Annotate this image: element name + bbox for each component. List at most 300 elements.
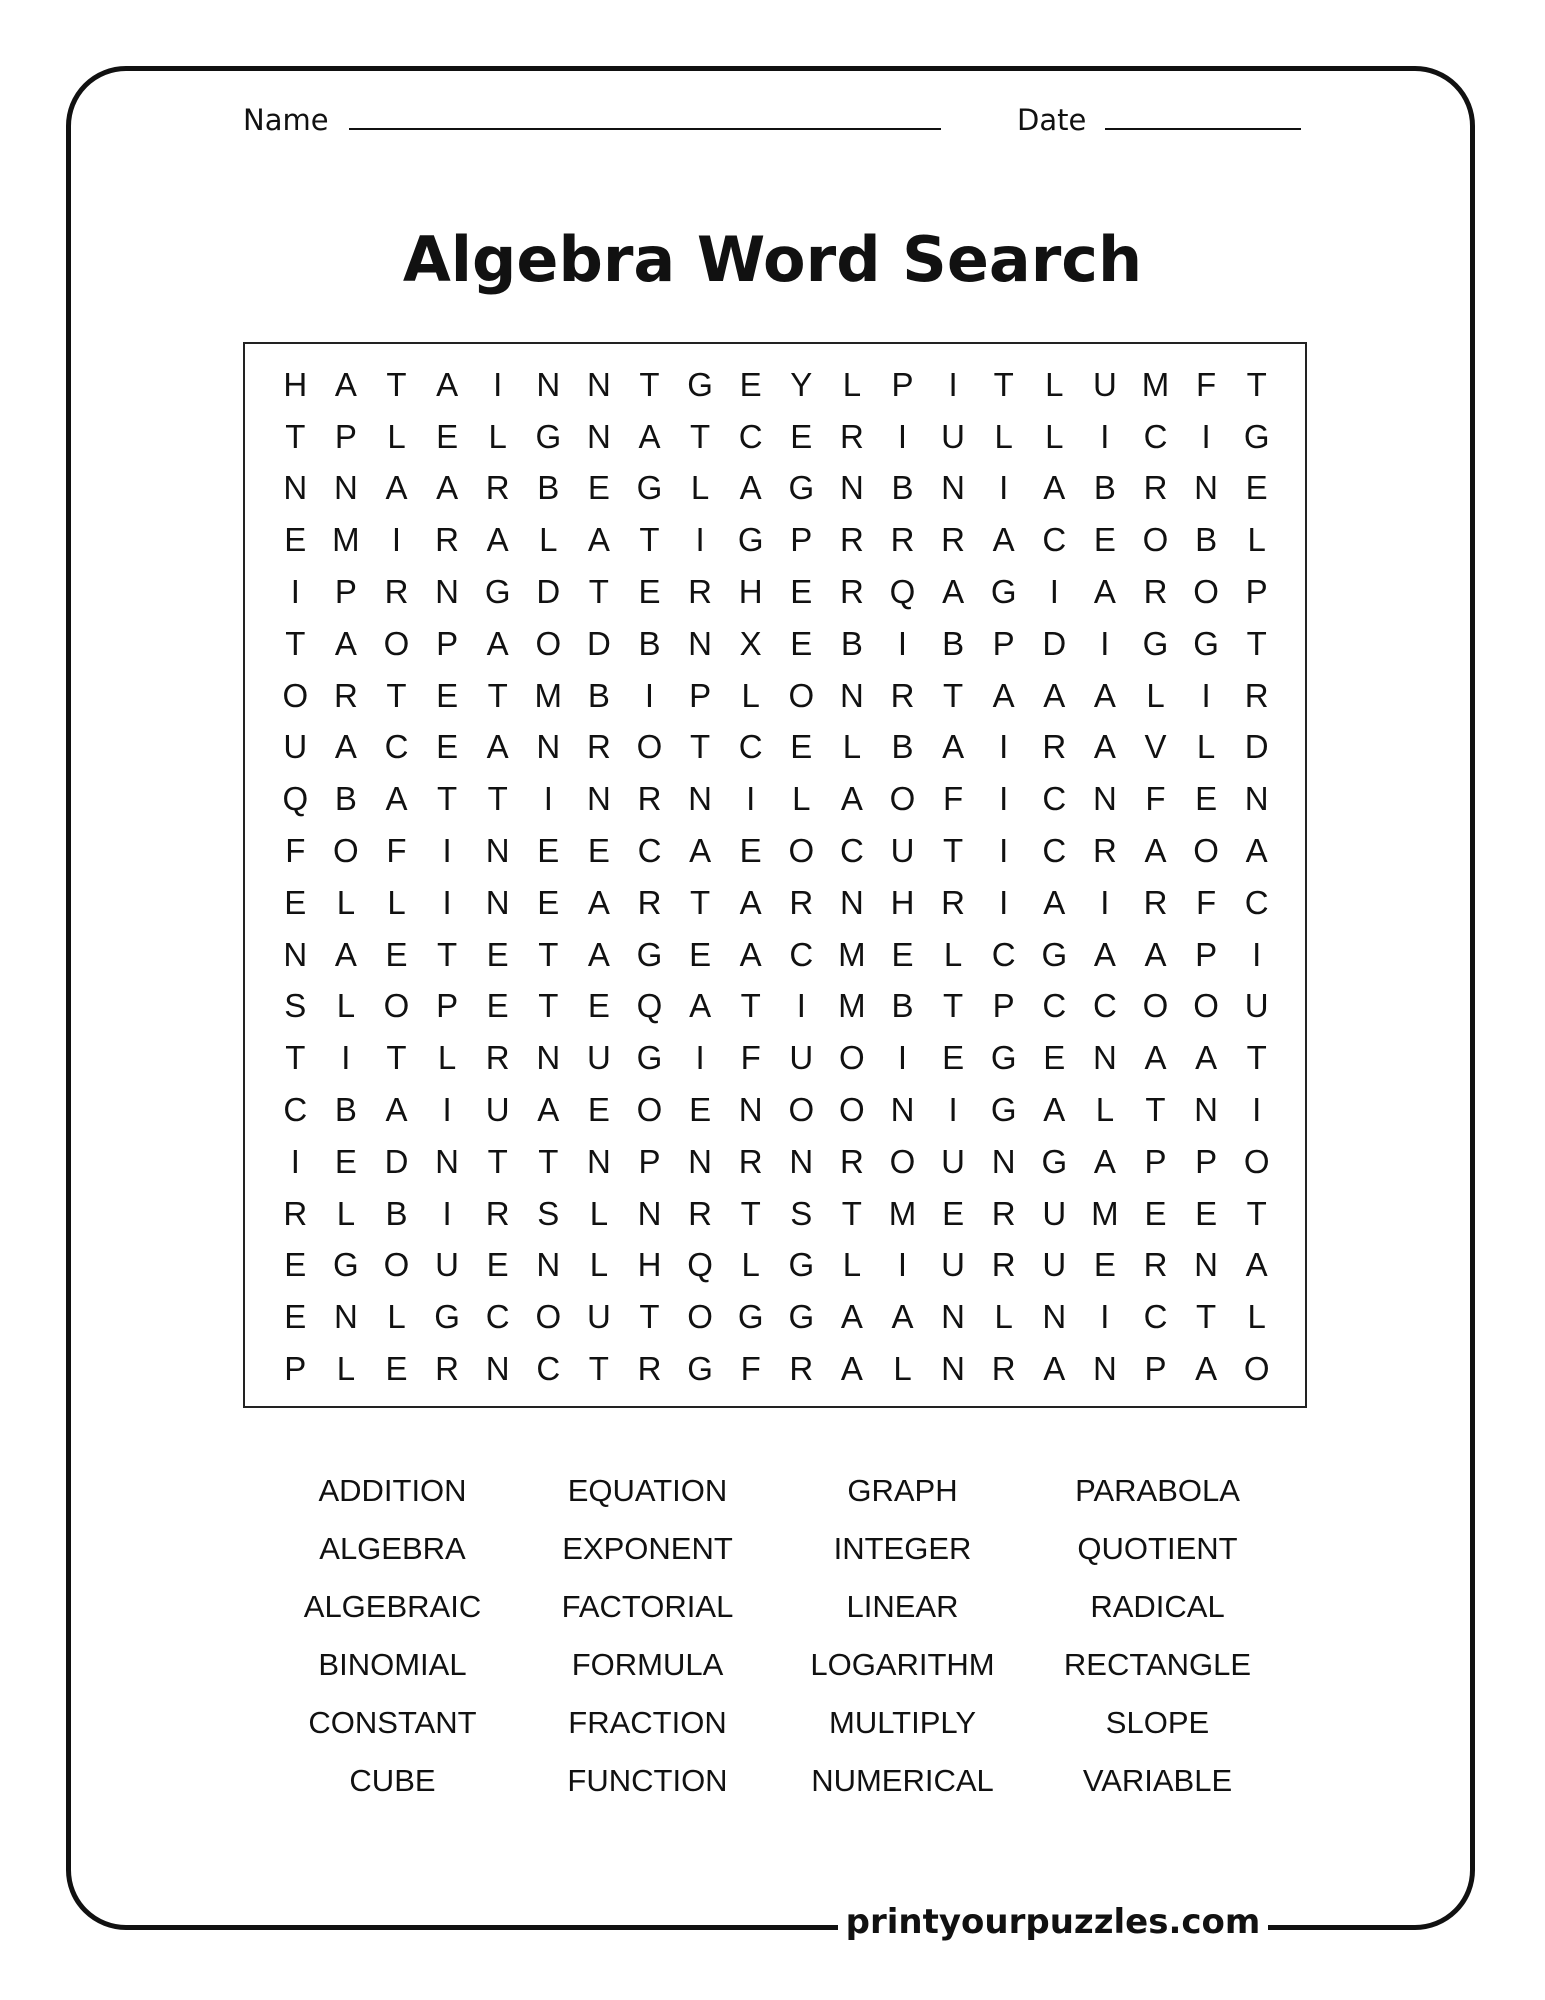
grid-letter[interactable]: N [536,728,561,766]
grid-letter[interactable]: E [284,883,307,921]
grid-letter[interactable]: A [334,935,357,973]
grid-letter[interactable]: L [741,676,760,714]
grid-letter[interactable]: I [999,469,1009,507]
grid-letter[interactable]: H [283,365,308,403]
grid-letter[interactable]: C [283,1091,308,1129]
grid-letter[interactable]: R [890,521,915,559]
grid-letter[interactable]: A [1093,1142,1116,1180]
grid-letter[interactable]: I [290,1142,300,1180]
grid-letter[interactable]: A [334,365,357,403]
grid-letter[interactable]: R [688,1194,713,1232]
grid-letter[interactable]: F [943,780,964,818]
grid-letter[interactable]: E [790,728,813,766]
grid-letter[interactable]: M [838,987,866,1025]
footer-website[interactable]: printyourpuzzles.com [845,1902,1261,1942]
grid-letter[interactable]: O [333,832,359,870]
grid-letter[interactable]: A [587,935,610,973]
grid-letter[interactable]: Q [687,1246,713,1284]
grid-letter[interactable]: T [1196,1298,1217,1336]
grid-letter[interactable]: U [941,1246,966,1284]
grid-letter[interactable]: G [788,1246,815,1284]
grid-letter[interactable]: T [943,832,964,870]
grid-letter[interactable]: U [586,1039,611,1077]
grid-letter[interactable]: S [284,987,307,1025]
grid-letter[interactable]: E [284,521,307,559]
grid-letter[interactable]: A [385,1091,408,1129]
grid-letter[interactable]: R [991,1350,1016,1388]
grid-letter[interactable]: C [536,1350,561,1388]
grid-letter[interactable]: C [1143,1298,1168,1336]
grid-letter[interactable]: R [991,1246,1016,1284]
grid-letter[interactable]: A [1144,1039,1167,1077]
grid-letter[interactable]: T [386,365,407,403]
grid-letter[interactable]: P [1195,935,1218,973]
grid-letter[interactable]: N [1194,1246,1219,1284]
grid-letter[interactable]: N [637,1194,662,1232]
grid-letter[interactable]: R [789,1350,814,1388]
grid-letter[interactable]: E [689,1091,712,1129]
grid-letter[interactable]: B [891,469,914,507]
grid-letter[interactable]: C [1042,780,1067,818]
date-field-line[interactable] [1105,128,1301,130]
grid-letter[interactable]: E [436,676,459,714]
grid-letter[interactable]: O [889,780,916,818]
grid-letter[interactable]: L [842,1246,862,1284]
grid-letter[interactable]: R [485,469,510,507]
grid-letter[interactable]: I [999,832,1009,870]
grid-letter[interactable]: G [1193,624,1219,662]
grid-letter[interactable]: T [740,1194,761,1232]
grid-letter[interactable]: E [1093,521,1116,559]
grid-letter[interactable]: N [1244,780,1269,818]
grid-letter[interactable]: I [543,780,553,818]
grid-letter[interactable]: T [740,987,761,1025]
grid-letter[interactable]: R [839,1142,864,1180]
grid-letter[interactable]: G [636,469,663,507]
grid-letter[interactable]: E [1245,469,1268,507]
grid-letter[interactable]: U [485,1091,510,1129]
grid-letter[interactable]: F [1196,365,1217,403]
grid-letter[interactable]: L [1247,1298,1266,1336]
grid-letter[interactable]: O [636,728,663,766]
grid-letter[interactable]: I [1201,417,1211,455]
grid-letter[interactable]: P [284,1350,307,1388]
grid-letter[interactable]: R [1244,676,1269,714]
grid-letter[interactable]: L [893,1350,912,1388]
grid-letter[interactable]: B [1093,469,1116,507]
grid-letter[interactable]: P [1195,1142,1218,1180]
grid-letter[interactable]: L [1095,1091,1115,1129]
grid-letter[interactable]: X [739,624,762,662]
grid-letter[interactable]: P [1245,573,1268,611]
grid-letter[interactable]: R [435,521,460,559]
grid-letter[interactable]: L [1196,728,1216,766]
grid-letter[interactable]: L [1146,676,1165,714]
grid-letter[interactable]: A [1195,1350,1218,1388]
grid-letter[interactable]: R [637,780,662,818]
grid-letter[interactable]: T [437,780,458,818]
grid-letter[interactable]: E [1195,780,1218,818]
grid-letter[interactable]: I [391,521,402,559]
grid-letter[interactable]: T [841,1194,862,1232]
grid-letter[interactable]: I [1201,676,1211,714]
grid-letter[interactable]: A [840,780,863,818]
grid-letter[interactable]: O [1193,573,1219,611]
grid-letter[interactable]: F [1196,883,1217,921]
grid-letter[interactable]: E [942,1039,965,1077]
grid-letter[interactable]: A [739,883,762,921]
grid-letter[interactable]: N [1194,1091,1219,1129]
grid-letter[interactable]: N [536,1246,561,1284]
grid-letter[interactable]: B [1195,521,1218,559]
grid-letter[interactable]: B [891,728,914,766]
grid-letter[interactable]: T [538,935,559,973]
grid-letter[interactable]: P [992,624,1015,662]
grid-letter[interactable]: O [1193,832,1219,870]
grid-letter[interactable]: O [535,624,562,662]
grid-letter[interactable]: S [537,1194,560,1232]
grid-letter[interactable]: I [1252,1091,1262,1129]
grid-letter[interactable]: G [1041,1142,1068,1180]
grid-letter[interactable]: N [890,1091,915,1129]
grid-letter[interactable]: I [695,1039,705,1077]
grid-letter[interactable]: A [739,469,762,507]
grid-letter[interactable]: B [385,1194,408,1232]
grid-letter[interactable]: L [488,417,507,455]
grid-letter[interactable]: A [1093,573,1116,611]
grid-letter[interactable]: E [486,935,509,973]
grid-letter[interactable]: C [485,1298,510,1336]
grid-letter[interactable]: A [486,521,509,559]
grid-letter[interactable]: L [1045,365,1064,403]
grid-letter[interactable]: A [1043,676,1066,714]
grid-letter[interactable]: A [1043,883,1066,921]
grid-letter[interactable]: O [839,1091,865,1129]
name-field-line[interactable] [349,128,941,130]
grid-letter[interactable]: G [1041,935,1068,973]
grid-letter[interactable]: I [746,780,756,818]
grid-letter[interactable]: R [789,883,814,921]
grid-letter[interactable]: A [942,728,965,766]
grid-letter[interactable]: O [383,624,410,662]
grid-letter[interactable]: D [1244,728,1269,766]
grid-letter[interactable]: U [586,1298,611,1336]
grid-letter[interactable]: G [788,469,815,507]
grid-letter[interactable]: H [637,1246,662,1284]
grid-letter[interactable]: L [741,1246,760,1284]
grid-letter[interactable]: N [688,1142,713,1180]
grid-letter[interactable]: G [737,521,764,559]
grid-letter[interactable]: I [442,883,452,921]
grid-letter[interactable]: C [1042,521,1067,559]
grid-letter[interactable]: G [636,1039,663,1077]
grid-letter[interactable]: T [943,987,964,1025]
grid-letter[interactable]: I [1049,573,1059,611]
grid-letter[interactable]: F [285,832,306,870]
grid-letter[interactable]: N [283,935,308,973]
grid-letter[interactable]: E [385,935,408,973]
grid-letter[interactable]: G [737,1298,764,1336]
grid-letter[interactable]: A [992,521,1015,559]
grid-letter[interactable]: A [739,935,762,973]
grid-letter[interactable]: O [788,676,815,714]
grid-letter[interactable]: M [888,1194,917,1232]
grid-letter[interactable]: I [897,1246,908,1284]
grid-letter[interactable]: T [285,417,306,455]
grid-letter[interactable]: A [587,521,610,559]
grid-letter[interactable]: I [695,521,705,559]
grid-letter[interactable]: R [586,728,611,766]
grid-letter[interactable]: P [689,676,712,714]
grid-letter[interactable]: U [1042,1246,1067,1284]
grid-letter[interactable]: A [1093,935,1116,973]
grid-letter[interactable]: C [839,832,864,870]
grid-letter[interactable]: A [334,624,357,662]
grid-letter[interactable]: R [1143,573,1168,611]
grid-letter[interactable]: A [1144,832,1167,870]
grid-letter[interactable]: I [1100,883,1110,921]
grid-letter[interactable]: R [637,1350,662,1388]
grid-letter[interactable]: R [485,1039,510,1077]
grid-letter[interactable]: T [1145,1091,1166,1129]
grid-letter[interactable]: T [639,365,660,403]
grid-letter[interactable]: I [290,573,300,611]
grid-letter[interactable]: N [941,1350,966,1388]
grid-letter[interactable]: A [1043,1350,1066,1388]
grid-letter[interactable]: G [990,1039,1017,1077]
grid-letter[interactable]: R [283,1194,308,1232]
grid-letter[interactable]: E [587,469,610,507]
grid-letter[interactable]: T [285,624,306,662]
grid-letter[interactable]: E [790,573,813,611]
grid-letter[interactable]: A [385,469,408,507]
grid-letter[interactable]: N [839,883,864,921]
grid-letter[interactable]: L [1247,521,1266,559]
grid-letter[interactable]: E [284,1298,307,1336]
grid-letter[interactable]: O [788,1091,815,1129]
grid-letter[interactable]: B [840,624,863,662]
grid-letter[interactable]: G [1142,624,1169,662]
grid-letter[interactable]: O [383,1246,410,1284]
grid-letter[interactable]: I [897,417,908,455]
grid-letter[interactable]: L [336,1194,356,1232]
grid-letter[interactable]: T [943,676,964,714]
grid-letter[interactable]: O [889,1142,916,1180]
grid-letter[interactable]: I [999,780,1009,818]
grid-letter[interactable]: I [442,1194,452,1232]
grid-letter[interactable]: N [991,1142,1016,1180]
grid-letter[interactable]: C [1143,417,1168,455]
grid-letter[interactable]: T [538,987,559,1025]
grid-letter[interactable]: P [790,521,813,559]
grid-letter[interactable]: A [436,365,459,403]
grid-letter[interactable]: A [385,780,408,818]
grid-letter[interactable]: E [689,935,712,973]
grid-letter[interactable]: N [839,676,864,714]
grid-letter[interactable]: I [796,987,806,1025]
grid-letter[interactable]: P [1144,1350,1167,1388]
grid-letter[interactable]: M [1091,1194,1119,1232]
grid-letter[interactable]: G [333,1246,359,1284]
grid-letter[interactable]: T [690,417,711,455]
grid-letter[interactable]: B [334,780,357,818]
grid-letter[interactable]: R [1143,1246,1168,1284]
grid-letter[interactable]: P [1144,1142,1167,1180]
grid-letter[interactable]: G [687,1350,713,1388]
grid-letter[interactable]: F [1145,780,1166,818]
grid-letter[interactable]: T [1246,624,1267,662]
grid-letter[interactable]: N [941,1298,966,1336]
grid-letter[interactable]: R [384,573,409,611]
grid-letter[interactable]: G [990,1091,1017,1129]
grid-letter[interactable]: L [387,1298,406,1336]
grid-letter[interactable]: R [435,1350,460,1388]
grid-letter[interactable]: H [890,883,915,921]
grid-letter[interactable]: U [789,1039,814,1077]
grid-letter[interactable]: G [788,1298,815,1336]
grid-letter[interactable]: R [1092,832,1117,870]
grid-letter[interactable]: T [690,883,711,921]
grid-letter[interactable]: F [740,1039,761,1077]
grid-letter[interactable]: A [638,417,661,455]
grid-letter[interactable]: A [992,676,1015,714]
grid-letter[interactable]: N [1092,780,1117,818]
grid-letter[interactable]: I [999,728,1009,766]
grid-letter[interactable]: T [538,1142,559,1180]
grid-letter[interactable]: G [636,935,663,973]
grid-letter[interactable]: T [487,1142,508,1180]
grid-letter[interactable]: R [941,883,966,921]
grid-letter[interactable]: I [999,883,1009,921]
grid-letter[interactable]: A [1043,469,1066,507]
grid-letter[interactable]: B [942,624,965,662]
grid-letter[interactable]: P [891,365,914,403]
grid-letter[interactable]: D [1042,624,1067,662]
grid-letter[interactable]: P [638,1142,661,1180]
grid-letter[interactable]: L [336,883,356,921]
grid-letter[interactable]: N [536,1039,561,1077]
grid-letter[interactable]: A [840,1298,863,1336]
grid-letter[interactable]: E [942,1194,965,1232]
grid-letter[interactable]: O [636,1091,663,1129]
grid-letter[interactable]: P [334,573,357,611]
grid-letter[interactable]: A [1245,832,1268,870]
grid-letter[interactable]: N [435,573,460,611]
grid-letter[interactable]: A [689,987,712,1025]
grid-letter[interactable]: R [839,417,864,455]
grid-letter[interactable]: C [1042,987,1067,1025]
grid-letter[interactable]: N [333,1298,358,1336]
grid-letter[interactable]: E [385,1350,408,1388]
grid-letter[interactable]: E [537,832,560,870]
grid-letter[interactable]: L [336,987,356,1025]
grid-letter[interactable]: A [587,883,610,921]
grid-letter[interactable]: T [1246,365,1267,403]
grid-letter[interactable]: N [688,780,713,818]
grid-letter[interactable]: D [536,573,561,611]
grid-letter[interactable]: N [435,1142,460,1180]
grid-letter[interactable]: U [941,1142,966,1180]
grid-letter[interactable]: L [842,365,862,403]
grid-letter[interactable]: E [739,365,762,403]
grid-letter[interactable]: O [282,676,309,714]
grid-letter[interactable]: I [897,624,908,662]
grid-letter[interactable]: N [333,469,358,507]
grid-letter[interactable]: C [1042,832,1067,870]
grid-letter[interactable]: I [1252,935,1262,973]
grid-letter[interactable]: G [484,573,511,611]
grid-letter[interactable]: N [1092,1039,1117,1077]
grid-letter[interactable]: L [994,1298,1013,1336]
grid-letter[interactable]: N [586,417,611,455]
grid-letter[interactable]: R [941,521,966,559]
grid-letter[interactable]: E [436,728,459,766]
grid-letter[interactable]: Q [636,987,663,1025]
grid-letter[interactable]: N [688,624,713,662]
grid-letter[interactable]: I [442,1091,452,1129]
grid-letter[interactable]: L [387,883,406,921]
grid-letter[interactable]: H [738,573,763,611]
grid-letter[interactable]: R [1143,883,1168,921]
grid-letter[interactable]: I [493,365,503,403]
grid-letter[interactable]: L [690,469,710,507]
grid-letter[interactable]: T [588,1350,609,1388]
grid-letter[interactable]: E [587,1091,610,1129]
grid-letter[interactable]: L [994,417,1013,455]
grid-letter[interactable]: T [690,728,711,766]
grid-letter[interactable]: N [586,780,611,818]
grid-letter[interactable]: T [437,935,458,973]
grid-letter[interactable]: E [638,573,661,611]
grid-letter[interactable]: N [839,469,864,507]
grid-letter[interactable]: M [534,676,563,714]
grid-letter[interactable]: N [1194,469,1219,507]
grid-letter[interactable]: A [1245,1246,1268,1284]
grid-letter[interactable]: A [1093,676,1116,714]
grid-letter[interactable]: N [485,832,510,870]
grid-letter[interactable]: I [644,676,655,714]
grid-letter[interactable]: E [739,832,762,870]
grid-letter[interactable]: A [891,1298,914,1336]
grid-letter[interactable]: R [688,573,713,611]
grid-letter[interactable]: A [1093,728,1116,766]
grid-letter[interactable]: I [948,1091,958,1129]
grid-letter[interactable]: O [1142,987,1169,1025]
grid-letter[interactable]: N [485,1350,510,1388]
grid-letter[interactable]: P [992,987,1015,1025]
grid-letter[interactable]: S [790,1194,813,1232]
grid-letter[interactable]: A [436,469,459,507]
grid-letter[interactable]: A [537,1091,560,1129]
grid-letter[interactable]: R [1042,728,1067,766]
grid-letter[interactable]: E [537,883,560,921]
grid-letter[interactable]: T [993,365,1014,403]
grid-letter[interactable]: C [789,935,814,973]
grid-letter[interactable]: I [341,1039,351,1077]
grid-letter[interactable]: Q [889,573,916,611]
grid-letter[interactable]: L [437,1039,457,1077]
grid-letter[interactable]: L [539,521,558,559]
grid-letter[interactable]: N [1092,1350,1117,1388]
grid-letter[interactable]: R [839,521,864,559]
grid-letter[interactable]: E [1195,1194,1218,1232]
grid-letter[interactable]: T [487,780,508,818]
grid-letter[interactable]: B [334,1091,357,1129]
grid-letter[interactable]: U [1042,1194,1067,1232]
grid-letter[interactable]: E [486,1246,509,1284]
grid-letter[interactable]: A [486,624,509,662]
grid-letter[interactable]: A [1043,1091,1066,1129]
